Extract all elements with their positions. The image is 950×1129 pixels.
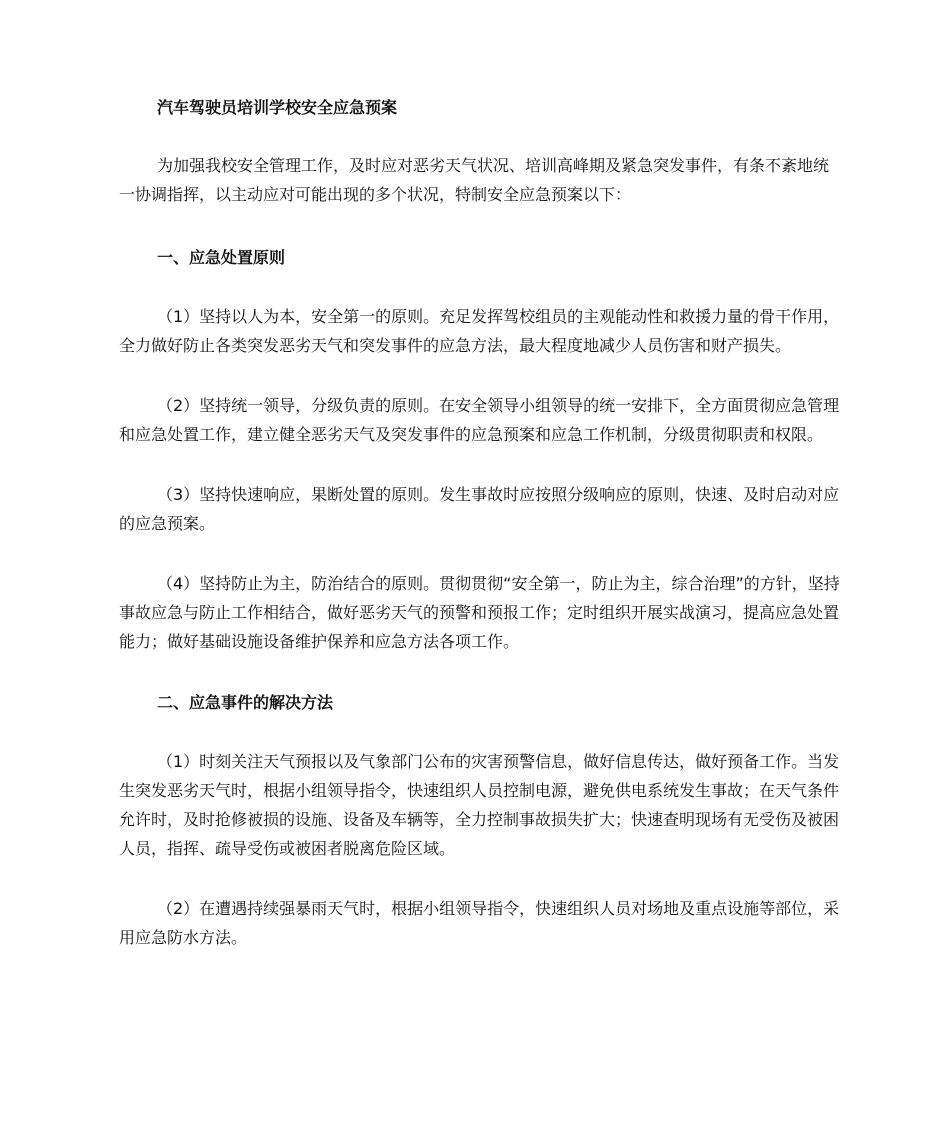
section2-item-1: （1）时刻关注天气预报以及气象部门公布的灾害预警信息，做好信息传达，做好预备工作。当发生突发恶劣天气时，根据小组领导指令，快速组织人员控制电源，避免供电系统发生事故；在天气条件允许时，及时抢修被损的设施、设备及车辆等，全力控制事故损失扩大；快速查明现场有无受伤及被困人员，指挥、疏导受伤或被困者脱离危险区域。 xyxy=(119,752,840,858)
section1-item-4: （4）坚持防止为主，防治结合的原则。贯彻贯彻“安全第一，防止为主，综合治理”的方针，坚持事故应急与防止工作相结合，做好恶劣天气的预警和预报工作；定时组织开展实战演习，提高应急处置能力；做好基础设施设备维护保养和应急方法各项工作。 xyxy=(119,574,840,651)
section2-item-2: （2）在遭遇持续强暴雨天气时，根据小组领导指令，快速组织人员对场地及重点设施等部位，采用应急防水方法。 xyxy=(119,899,840,947)
document-page xyxy=(119,92,841,952)
section1-item-1: （1）坚持以人为本，安全第一的原则。充足发挥驾校组员的主观能动性和救援力量的骨干作用，全力做好防止各类突发恶劣天气和突发事件的应急方法，最大程度地减少人员伤害和财产损失。 xyxy=(119,307,840,355)
document-title: 汽车驾驶员培训学校安全应急预案 xyxy=(157,98,398,117)
section-heading-1: 一、应急处置原则 xyxy=(157,248,286,267)
section-heading-2: 二、应急事件的解决方法 xyxy=(157,693,334,712)
section1-item-3: （3）坚持快速响应，果断处置的原则。发生事故时应按照分级响应的原则，快速、及时启动对应的应急预案。 xyxy=(119,485,840,533)
section1-item-2: （2）坚持统一领导，分级负责的原则。在安全领导小组领导的统一安排下，全方面贯彻应急管理和应急处置工作，建立健全恶劣天气及突发事件的应急预案和应急工作机制，分级贯彻职责和权限。 xyxy=(119,396,840,444)
intro-paragraph: 为加强我校安全管理工作，及时应对恶劣天气状况、培训高峰期及紧急突发事件，有条不紊地统一协调指挥，以主动应对可能出现的多个状况，特制安全应急预案以下： xyxy=(119,156,830,204)
